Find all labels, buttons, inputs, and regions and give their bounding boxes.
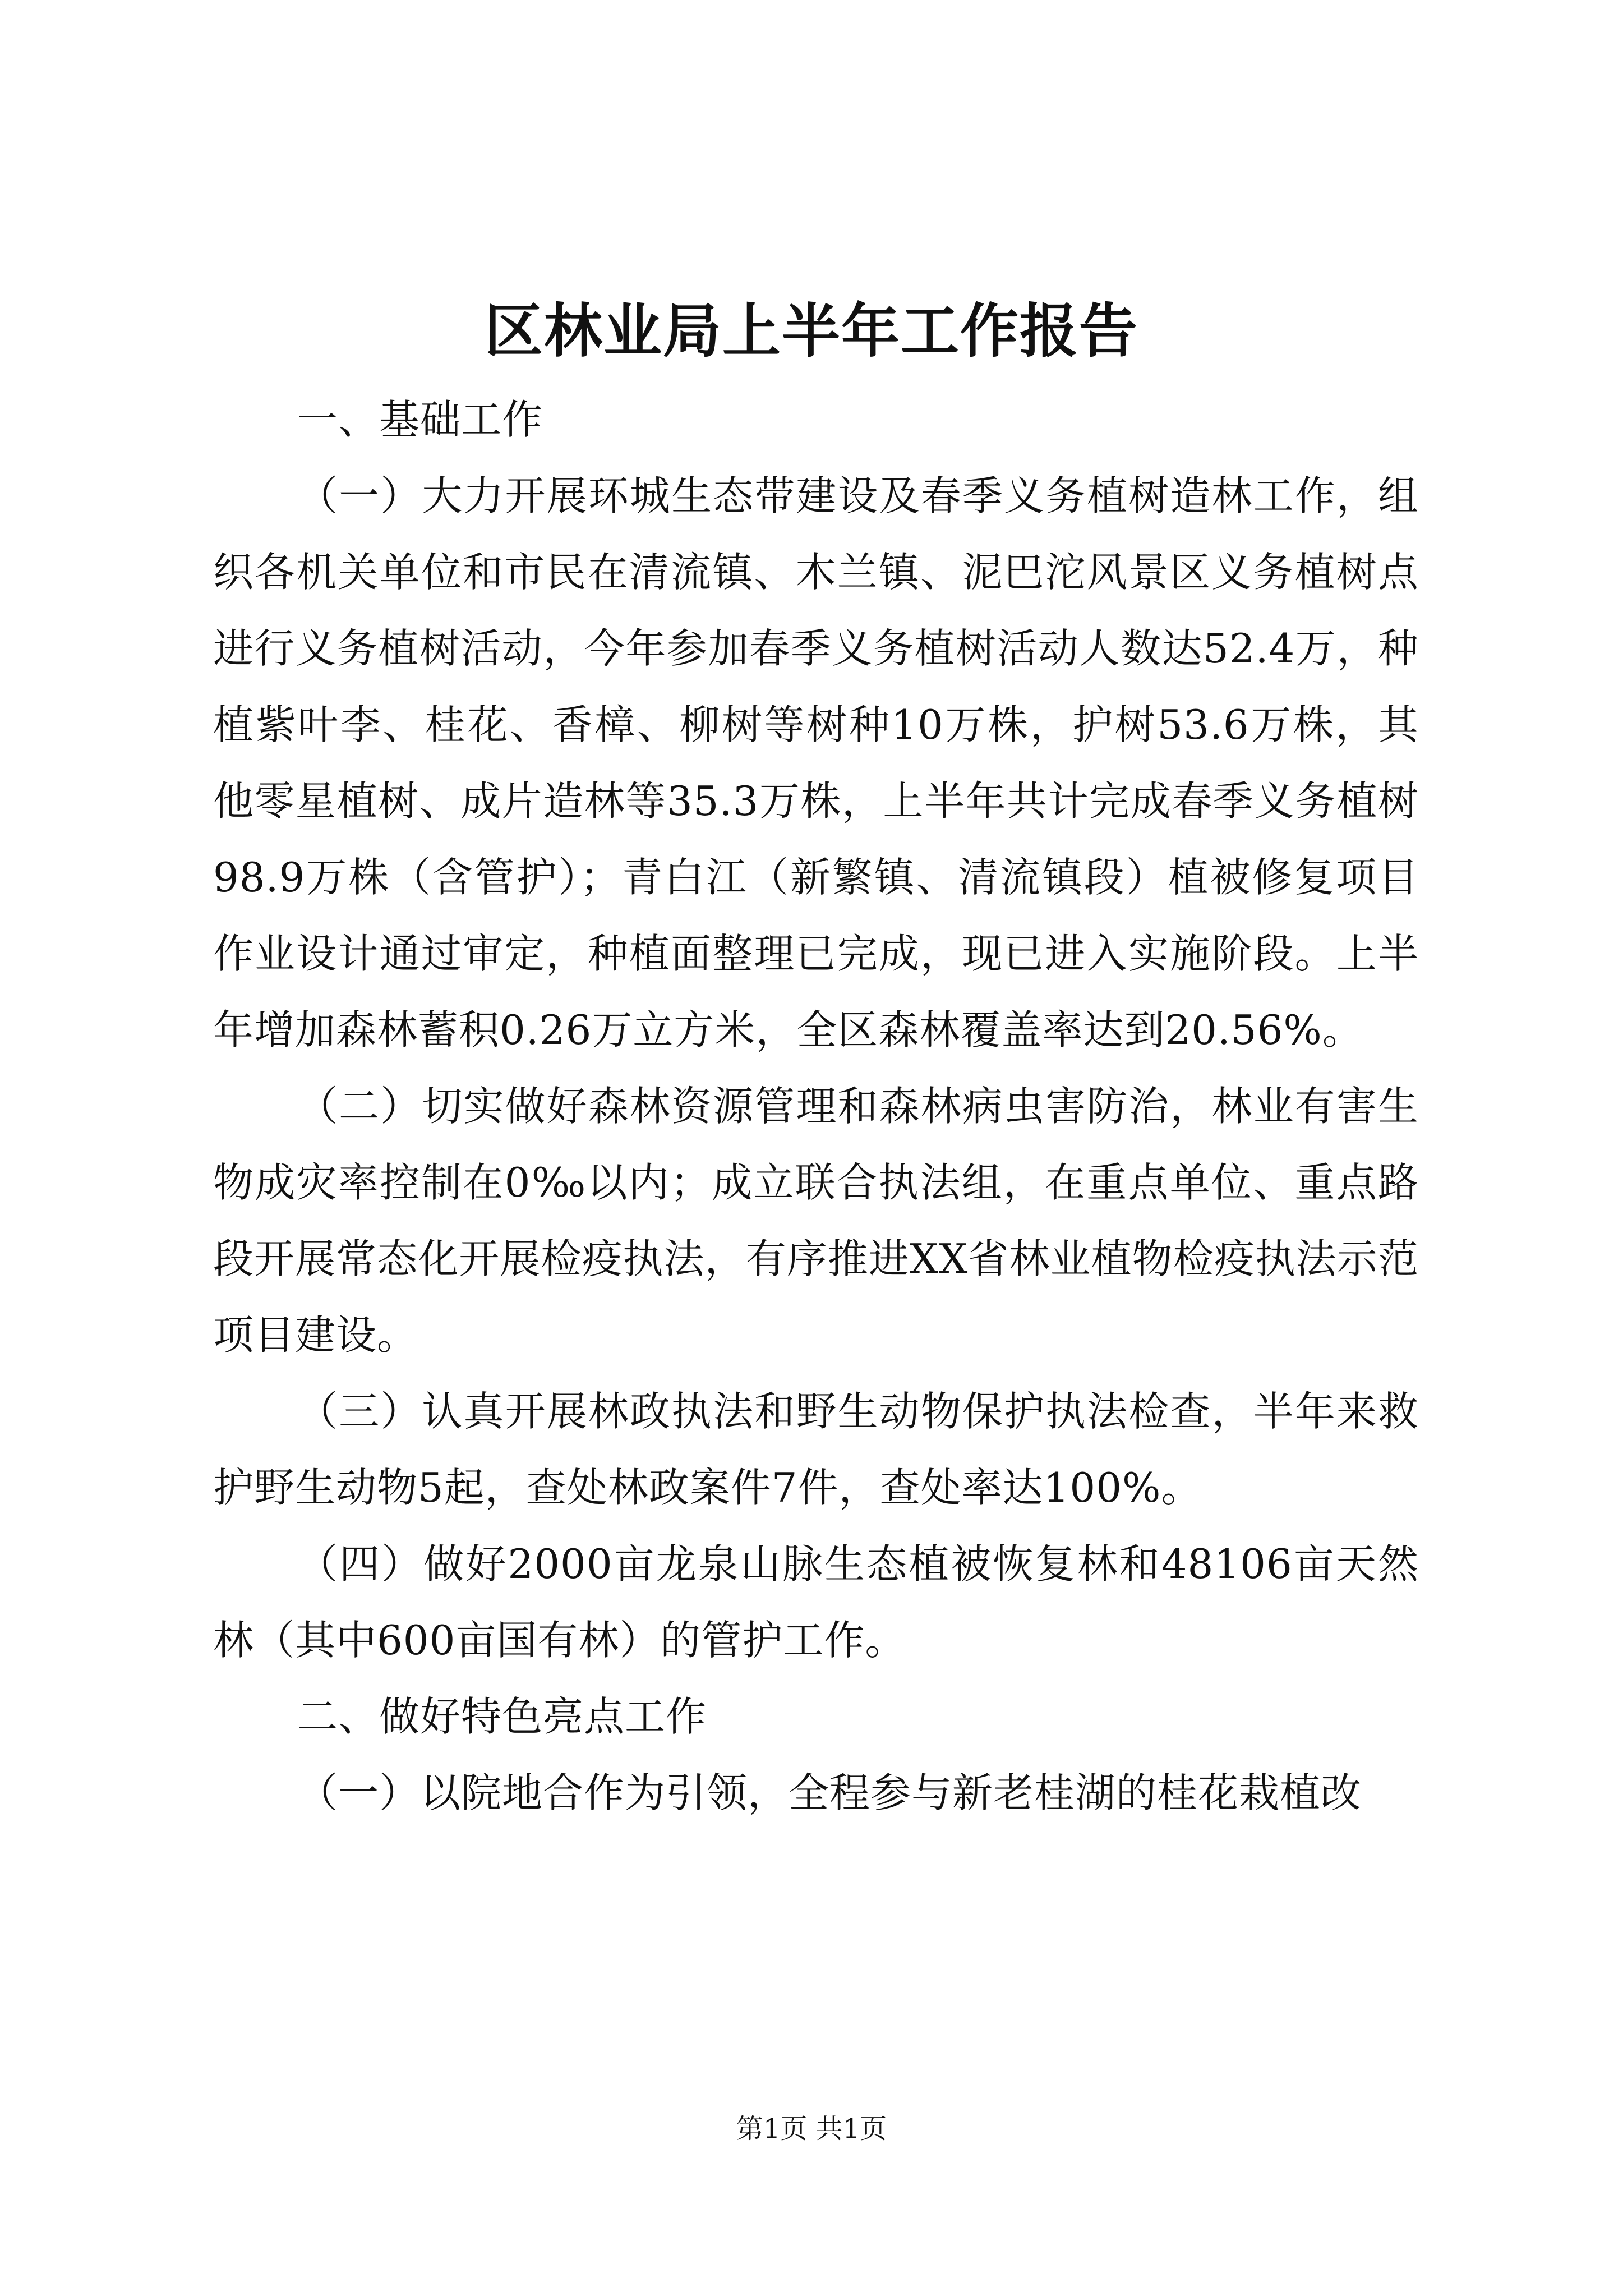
paragraph-forest-protection: （四）做好2000亩龙泉山脉生态植被恢复林和48106亩天然林（其中600亩国有林）的管护工作。 (213, 1540, 1419, 1664)
section-heading-highlights: 二、做好特色亮点工作 (297, 1693, 707, 1740)
paragraph-cooperation: （一）以院地合作为引领，全程参与新老桂湖的桂花栽植改 (297, 1769, 1362, 1816)
paragraph-law-enforcement: （三）认真开展林政执法和野生动物保护执法检查，半年来救护野生动物5起，查处林政案件7件，查处率达100%。 (213, 1388, 1419, 1511)
paragraph-forest-resource-management: （二）切实做好森林资源管理和森林病虫害防治，林业有害生物成灾率控制在0‰以内；成立联合执法组，在重点单位、重点路段开展常态化开展检疫执法，有序推进XX省林业植物检疫执法示范项目建设。 (213, 1083, 1419, 1359)
paragraph-afforestation: （一）大力开展环城生态带建设及春季义务植树造林工作，组织各机关单位和市民在清流镇、木兰镇、泥巴沱风景区义务植树点进行义务植树活动，今年参加春季义务植树活动人数达52.4万，种植紫叶李、桂花、香樟、柳树等树种10万株，护树53.6万株，其他零星植树、成片造林等35.3万株，上半年共计完成春季义务植树98.9万株（含管护）；青白江（新繁镇、清流镇段）植被修复项目作业设计通过审定，种植面整理已完成，现已进入实施阶段。上半年增加森林蓄积0.26万立方米，全区森林覆盖率达到20.56%。 (213, 472, 1419, 1053)
page-footer: 第1页 共1页 (736, 2113, 887, 2145)
document-body (213, 381, 1419, 1831)
section-heading-basic-work: 一、基础工作 (297, 396, 543, 443)
document-title: 区林业局上半年工作报告 (484, 296, 1138, 365)
